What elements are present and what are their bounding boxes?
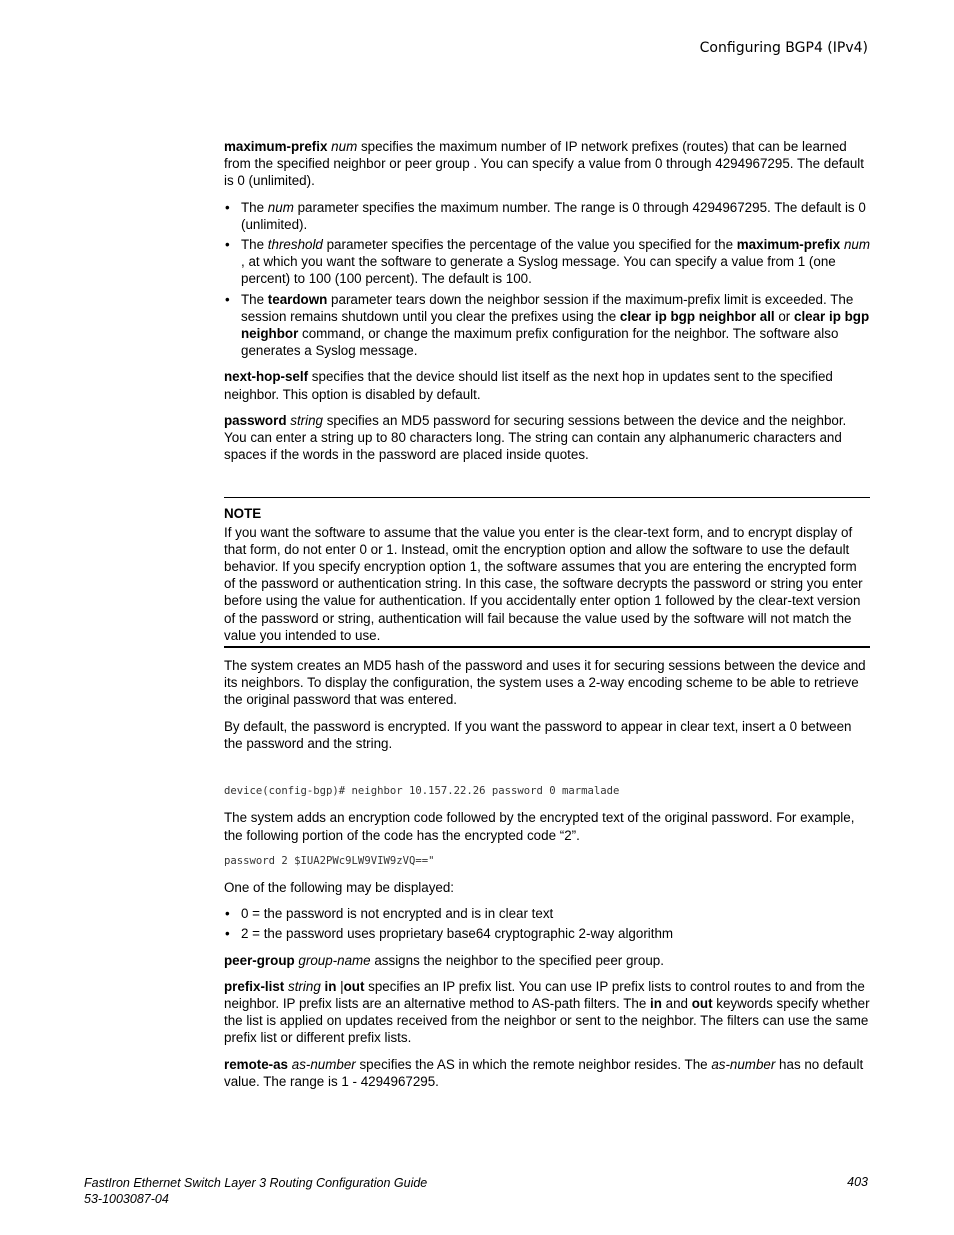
note-box xyxy=(224,497,870,648)
running-header: Configuring BGP4 (IPv4) xyxy=(699,40,868,56)
footer-guide-title: FastIron Ethernet Switch Layer 3 Routing Configuration Guide xyxy=(84,1176,428,1190)
list-item: • The threshold parameter specifies the percentage of the value you specified for the maximum-prefix num , at which you want the software to generate a Syslog message. You can specify a value from 1 (one percent) to 100 (100 percent). The default is 100. xyxy=(224,236,870,288)
encryption-code-paragraph: The system adds an encryption code followed by the encrypted text of the original password. For example, the following portion of the code has the encrypted code “2”. xyxy=(224,810,855,843)
footer-doc-id: 53-1003087-04 xyxy=(84,1192,169,1206)
list-item: • The teardown parameter tears down the neighbor session if the maximum-prefix limit is exceeded. The session remains shutdown until you clear the prefixes using the clear ip bgp neighbor all or clear ip bgp neighbor command, or change the maximum prefix configuration for the neighbor. The software also generates a Syslog message. xyxy=(224,291,870,360)
note-title: NOTE xyxy=(224,506,262,522)
next-hop-self-paragraph: next-hop-self specifies that the device should list itself as the next hop in updates sent to the specified neighbor. This option is disabled by default. xyxy=(224,369,833,402)
page-content xyxy=(224,138,870,1099)
footer-guide-info xyxy=(84,1175,427,1207)
password-paragraph: password string specifies an MD5 password for securing sessions between the device and the neighbor. You can enter a string up to 80 characters long. The string can contain any alphanumeric characters and spaces if the words in the password are placed inside quotes. xyxy=(224,412,847,463)
remote-as-paragraph: remote-as as-number specifies the AS in which the remote neighbor resides. The as-number has no default value. The range is 1 - 4294967295. xyxy=(224,1056,864,1089)
maximum-prefix-paragraph: maximum-prefix num specifies the maximum number of IP network prefixes (routes) that can be learned from the specified neighbor or peer group . You can specify a value from 0 through 4294967295. The default is 0 (unlimited). xyxy=(224,139,864,189)
list-item: • The num parameter specifies the maximum number. The range is 0 through 4294967295. The default is 0 (unlimited). xyxy=(224,199,870,233)
displayed-options-paragraph: One of the following may be displayed: xyxy=(224,879,455,895)
prefix-list-paragraph: prefix-list string in |out specifies an IP prefix list. You can use IP prefix lists to control routes to and from the neighbor. IP prefix lists are an alternative method to AS-path filters. The in and out keywords specify whether the list is applied on updates received from the neighbor or sent to the neighbor. The filters can use the same prefix list or different prefix lists. xyxy=(224,978,870,1046)
default-encryption-paragraph: By default, the password is encrypted. If you want the password to appear in clear text, insert a 0 between the password and the string. xyxy=(224,718,852,751)
code-example-encrypted-password: password 2 $IUA2PWc9LW9VIW9zVQ==" xyxy=(224,854,435,867)
page-number: 403 xyxy=(847,1175,868,1189)
maximum-prefix-list xyxy=(224,199,870,360)
md5-paragraph: The system creates an MD5 hash of the password and uses it for securing sessions between the device and its neighbors. To display the configuration, the system uses a 2-way encoding scheme to be able to retrieve the original password that was entered. xyxy=(224,658,866,708)
peer-group-paragraph: peer-group group-name assigns the neighbor to the specified peer group. xyxy=(224,952,664,968)
list-item: • 0 = the password is not encrypted and is in clear text xyxy=(224,905,870,922)
note-text: If you want the software to assume that the value you enter is the clear-text form, and to encrypt display of that form, do not enter 0 or 1. Instead, omit the encryption option and allow the software to use the default behavior. If you specify encryption option 1, the software assumes that you are entering the encrypted form of the password or authentication string. In this case, the software decrypts the password or string you enter before using the value for authentication. If you accidentally enter option 1 followed by the clear-text version of the password or string, authentication will fail because the value used by the software will not match the value you intended to use. xyxy=(224,524,863,643)
display-options-list xyxy=(224,905,870,942)
list-item: • 2 = the password uses proprietary base64 cryptographic 2-way algorithm xyxy=(224,925,870,942)
code-example-neighbor-password: device(config-bgp)# neighbor 10.157.22.26 password 0 marmalade xyxy=(224,785,620,798)
